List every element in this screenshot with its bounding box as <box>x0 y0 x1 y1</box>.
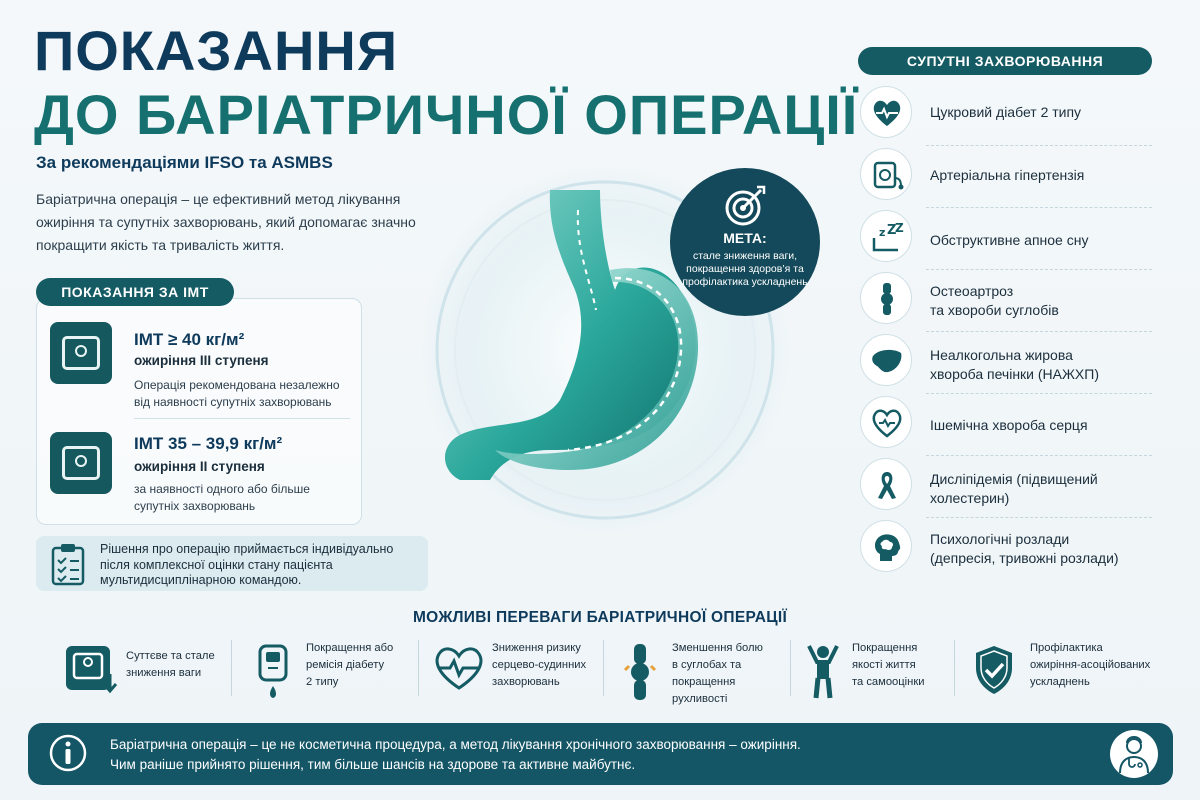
scale-down-icon <box>64 644 120 696</box>
comorbidity-item <box>860 270 1152 332</box>
decision-box <box>36 536 428 591</box>
comorbidity-label: Остеоартроз та хвороби суглобів <box>930 283 1059 318</box>
footer-line-2: Чим раніше прийнято рішення, тим більше шансів на здорове та активне майбутнє. <box>110 757 636 772</box>
footer-line-1: Баріатрична операція – це не косметична процедура, а метод лікування хронічного захворювання – ожиріння. <box>110 737 801 752</box>
divider <box>418 640 419 696</box>
benefits-title: МОЖЛИВІ ПЕРЕВАГИ БАРІАТРИЧНОЇ ОПЕРАЦІЇ <box>412 609 788 626</box>
decision-text: Рішення про операцію приймається індивідуально після комплексної оцінки стану пацієнта мультидисциплінарною командою. <box>100 542 394 587</box>
svg-text:Z: Z <box>895 221 904 235</box>
comorbidity-item <box>860 518 1152 580</box>
title-line-2: ДО БАРІАТРИЧНОЇ ОПЕРАЦІЇ <box>34 83 859 146</box>
blood-pressure-icon <box>860 148 912 200</box>
imt-section-title: ПОКАЗАННЯ ЗА ІМТ <box>36 278 234 306</box>
benefit-item <box>806 640 956 700</box>
comorbidity-label: Дисліпідемія (підвищений холестерин) <box>930 471 1098 506</box>
benefit-item <box>432 640 602 700</box>
info-icon <box>48 733 88 773</box>
title-line-1: ПОКАЗАННЯ <box>34 19 399 82</box>
comorbidity-item <box>860 332 1152 394</box>
comorbidity-label: Цукровий діабет 2 типу <box>930 104 1082 120</box>
imt-divider <box>134 418 350 419</box>
comorbidity-label: Артеріальна гіпертензія <box>930 167 1085 183</box>
benefit-label: Зменшення болю в суглобах та покращення рухливості <box>672 642 763 705</box>
goal-label: МЕТА: <box>723 230 767 246</box>
subtitle: За рекомендаціями IFSO та ASMBS <box>36 153 333 172</box>
svg-text:z: z <box>879 226 886 239</box>
sleep-zzz-icon <box>860 210 912 262</box>
comorbidity-label: Неалкогольна жирова хвороба печінки (НАЖХП) <box>930 347 1099 382</box>
imt-note-1: Операція рекомендована незалежно від наявності супутніх захворювань <box>134 378 340 409</box>
benefit-item <box>620 640 790 705</box>
joint-icon <box>620 644 660 700</box>
comorbidity-label: Психологічні розлади (депресія, тривожні розлади) <box>930 531 1119 566</box>
divider <box>603 640 604 696</box>
glucometer-icon <box>256 644 292 700</box>
target-icon <box>723 184 767 228</box>
comorbidities-title: СУПУТНІ ЗАХВОРЮВАННЯ <box>858 47 1152 75</box>
comorbidity-label: Ішемічна хвороба серця <box>930 417 1088 433</box>
imt-grade-2: ожиріння ІІ ступеня <box>134 459 265 474</box>
divider <box>231 640 232 696</box>
comorbidity-item <box>860 394 1152 456</box>
divider <box>790 640 791 696</box>
imt-value-2: ІМТ 35 – 39,9 кг/м² <box>134 434 283 453</box>
goal-circle <box>670 168 820 316</box>
imt-value-1: ІМТ ≥ 40 кг/м² <box>134 330 245 349</box>
heart-pulse-icon <box>860 86 912 138</box>
head-brain-icon <box>860 520 912 572</box>
liver-icon <box>860 334 912 386</box>
comorbidity-item <box>860 146 1152 208</box>
scale-icon <box>50 322 112 384</box>
ribbon-icon <box>860 458 912 510</box>
divider <box>954 640 955 696</box>
comorbidity-label: Обструктивне апное сну <box>930 232 1089 248</box>
imt-note-2: за наявності одного або більше супутніх захворювань <box>134 482 310 513</box>
doctor-icon <box>1109 729 1159 779</box>
benefit-label: Покращення якості життя та самооцінки <box>852 642 925 688</box>
imt-grade-1: ожиріння ІІІ ступеня <box>134 353 269 368</box>
benefit-label: Суттєве та стале зниження ваги <box>126 650 215 679</box>
comorbidity-item <box>860 84 1152 146</box>
heart-icon <box>860 396 912 448</box>
benefit-label: Профілактика ожиріння-асоційованих ускладнень <box>1030 642 1151 688</box>
scale-icon <box>50 432 112 494</box>
clipboard-icon <box>50 542 86 586</box>
comorbidity-item <box>860 456 1152 518</box>
heart-pulse-icon <box>432 644 486 692</box>
benefit-item <box>972 640 1172 700</box>
goal-text: стале зниження ваги, покращення здоров’я та профілактика ускладнень <box>682 250 808 288</box>
person-raised-arms-icon <box>806 644 840 700</box>
benefit-label: Покращення або ремісія діабету 2 типу <box>306 642 394 688</box>
joint-icon <box>860 272 912 324</box>
comorbidity-item <box>860 208 1152 270</box>
footer-banner <box>28 723 1173 785</box>
shield-check-icon <box>972 644 1016 696</box>
benefit-label: Зниження ризику серцево-судинних захворювань <box>492 642 587 688</box>
benefit-item <box>64 640 224 700</box>
intro-text: Баріатрична операція – це ефективний метод лікування ожиріння та супутніх захворювань, який допомагає значно покращити якість та тривалість життя. <box>36 191 416 253</box>
svg-text:Z: Z <box>887 223 897 238</box>
benefit-item <box>256 640 426 700</box>
